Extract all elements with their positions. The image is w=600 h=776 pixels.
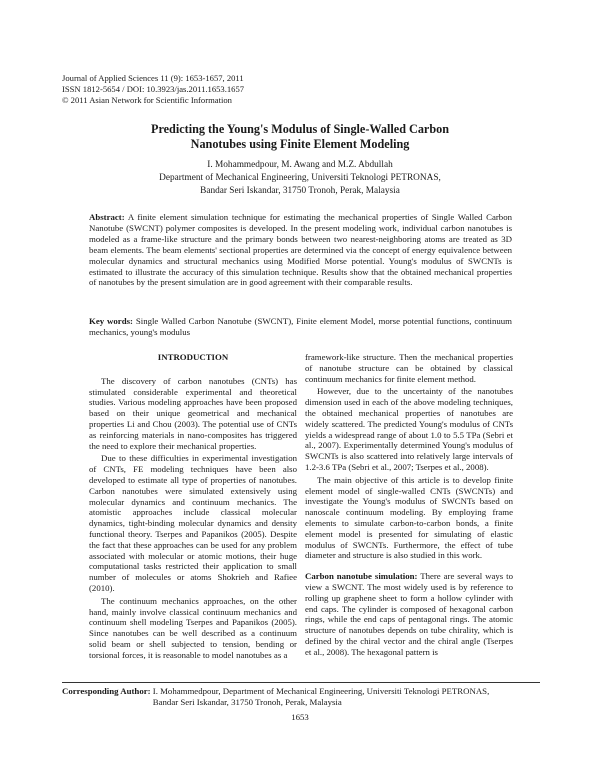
paper-title — [100, 122, 500, 152]
abstract — [89, 212, 512, 288]
journal-header — [62, 73, 244, 106]
intro-paragraph-5: However, due to the uncertainty of the nanotubes dimension used in each of the above modeling techniques, the obtained mechanical properties of nanotubes are widely scattered. The predicted Young's modulus of CNTs yields a widespread range of about 1.0 to 5.5 TPa (Sebri et al., 2007). Experimentally determined Young's modulus of SWCNTs is also scattered into relatively large intervals of 1.2-3.6 TPa (Sebri et al., 2007; Tserpes et al., 2008). — [305, 386, 513, 472]
intro-paragraph-6: The main objective of this article is to develop finite element model of single-walled CNTs (SWCNTs) and investigate the Young's modulus of SWCNTs based on nanoscale continuum modeling. By employing frame elements to simulate carbon-to-carbon bonds, a finite element model is presented for simulating of elastic modulus of SWCNTs. Furthermore, the effect of tube diameter and structure is also studied in this work. — [305, 474, 513, 561]
author-block — [100, 159, 500, 198]
footnote-divider — [62, 682, 540, 683]
page-number: 1653 — [291, 712, 309, 722]
intro-paragraph-2: Due to these difficulties in experimental investigation of CNTs, FE modeling techniques have been also developed to estimate all type of properties of nanotubes. Carbon nanotubes were simulated extensively using molecular dynamics and continuum mechanics. The atomistic approaches include classical molecular dynamics, tight-binding molecular dynamics and density functional theory. Tserpes and Papanikos (2005). Despite the fact that these approaches can be used for any problem associated with molecular or atomic motions, their huge computational tasks restricted their application to small number of molecules or atoms Shokrieh and Rafiee (2010). — [89, 453, 297, 593]
journal-copyright: © 2011 Asian Network for Scientific Information — [62, 95, 232, 105]
intro-paragraph-1: The discovery of carbon nanotubes (CNTs) has stimulated considerable experimental and theoretical studies. Various modeling approaches have been proposed based on their unique geometrical and mechanical properties Li and Chou (2003). The potential use of CNTs as reinforcing materials in nano-composites has triggered the need to explore their mechanical properties. — [89, 375, 297, 451]
corresponding-author-text: I. Mohammedpour, Department of Mechanical Engineering, Universiti Teknologi PETRONAS, Bandar Seri Iskandar, 31750 Tronoh, Perak, Malaysia — [152, 686, 490, 707]
corresponding-author — [62, 686, 540, 708]
keywords — [89, 316, 512, 338]
paper-title-line-2: Nanotubes using Finite Element Modeling — [190, 137, 410, 151]
left-column — [89, 352, 297, 661]
simulation-text: There are several ways to view a SWCNT. The most widely used is by reference to rolling up graphene sheet to form a hollow cylinder with end caps. The cylinder is composed of hexagonal carbon rings, while the end caps of pentagonal rings. The atomic structure of nanotubes depends on tube chirality, which is defined by the chiral vector and the chiral angle (Tserpes et al., 2008). The hexagonal pattern is — [305, 571, 513, 657]
keywords-text: Single Walled Carbon Nanotube (SWCNT), Finite element Model, morse potential functions, continuum mechanics, young's modulus — [89, 316, 513, 337]
journal-issn-doi: ISSN 1812-5654 / DOI: 10.3923/jas.2011.1653.1657 — [62, 84, 245, 94]
introduction-heading: INTRODUCTION — [157, 352, 229, 362]
abstract-label: Abstract: — [89, 212, 125, 222]
keywords-label: Key words: — [89, 316, 133, 326]
author-names: I. Mohammedpour, M. Awang and M.Z. Abdullah — [207, 160, 393, 170]
affiliation-line-2: Bandar Seri Iskandar, 31750 Tronoh, Perak, Malaysia — [200, 186, 400, 196]
right-column — [305, 352, 513, 658]
journal-citation: Journal of Applied Sciences 11 (9): 1653-1657, 2011 — [62, 73, 244, 83]
paper-title-line-1: Predicting the Young's Modulus of Single-Walled Carbon — [151, 122, 449, 136]
simulation-paragraph — [305, 571, 513, 657]
abstract-text: A finite element simulation technique for estimating the mechanical properties of Single Walled Carbon Nanotube (SWCNT) polymer composites is developed. In the present modeling work, individual carbon nanotubes is modeled as a frame-like structure and the primary bonds between two nearest-neighboring atoms are treated as 3D beam elements. The beam elements' sectional properties are determined via the concept of energy equivalence between molecular dynamics and structural mechanics using Modified Morse potential. Young's modulus of SWCNTs is estimated to illustrate the accuracy of this simulation technique. Results show that the obtained mechanical properties of nanotubes by the present simulation are in good agreement with their comparable results. — [89, 212, 512, 288]
corresponding-author-label: Corresponding Author: — [62, 686, 151, 696]
simulation-heading: Carbon nanotube simulation: — [305, 571, 418, 582]
affiliation-line-1: Department of Mechanical Engineering, Universiti Teknologi PETRONAS, — [159, 173, 441, 183]
intro-paragraph-3: The continuum mechanics approaches, on the other hand, mainly involve classical continuum mechanics and continuum shell modeling Tserpes and Papanikos (2005). Since nanotubes can be well described as a continuum solid beam or shell subjected to tension, bending or torsional forces, it is reasonable to model nanotubes as a — [89, 595, 297, 660]
intro-paragraph-4: framework-like structure. Then the mechanical properties of nanotube structure can be obtained by classical continuum mechanics for finite element method. — [305, 352, 513, 384]
